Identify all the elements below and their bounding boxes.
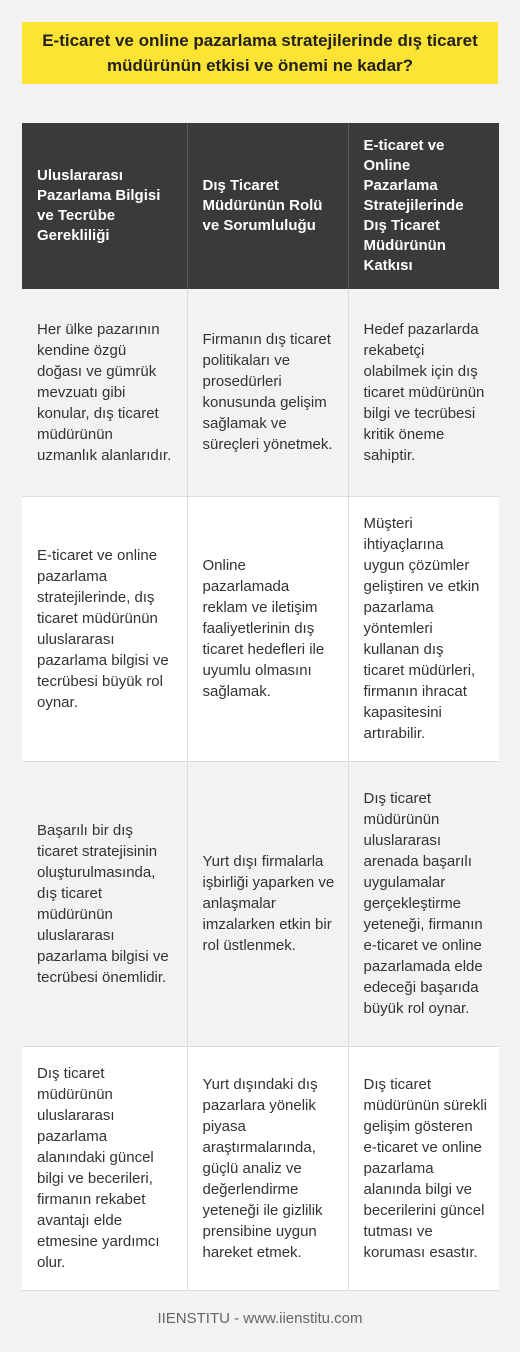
table-cell: E-ticaret ve online pazarlama stratejilerinde, dış ticaret müdürünün uluslararası pazarlama bilgisi ve tecrübesi büyük rol oynar. bbox=[22, 496, 187, 761]
table-cell: Hedef pazarlarda rekabetçi olabilmek için dış ticaret müdürünün bilgi ve tecrübesi kritik öneme sahiptir. bbox=[348, 289, 499, 496]
table-cell: Yurt dışındaki dış pazarlara yönelik piyasa araştırmalarında, güçlü analiz ve değerlendirme yeteneği ile gizlilik prensibine uygun hareket etmek. bbox=[187, 1046, 348, 1290]
table-cell: Online pazarlamada reklam ve iletişim faaliyetlerinin dış ticaret hedefleri ile uyumlu olmasını sağlamak. bbox=[187, 496, 348, 761]
table-cell: Her ülke pazarının kendine özgü doğası ve gümrük mevzuatı gibi konular, dış ticaret müdürünün uzmanlık alanlarıdır. bbox=[22, 289, 187, 496]
table-header-row bbox=[22, 123, 499, 289]
column-header: E-ticaret ve Online Pazarlama Stratejilerinde Dış Ticaret Müdürünün Katkısı bbox=[348, 123, 499, 289]
column-header: Dış Ticaret Müdürünün Rolü ve Sorumluluğu bbox=[187, 123, 348, 289]
comparison-table bbox=[22, 123, 499, 1291]
table-cell: Dış ticaret müdürünün sürekli gelişim gösteren e-ticaret ve online pazarlama alanında bilgi ve becerilerini güncel tutması ve koruması esastır. bbox=[348, 1046, 499, 1290]
column-header: Uluslararası Pazarlama Bilgisi ve Tecrübe Gerekliliği bbox=[22, 123, 187, 289]
footer-credit: IIENSTITU - www.iienstitu.com bbox=[157, 1310, 363, 1327]
table-cell: Dış ticaret müdürünün uluslararası arenada başarılı uygulamalar gerçekleştirme yeteneği, firmanın e-ticaret ve online pazarlamada elde edeceği başarıda büyük rol oynar. bbox=[348, 761, 499, 1046]
table-row bbox=[22, 1046, 499, 1290]
title-banner bbox=[22, 22, 498, 84]
table-cell: Firmanın dış ticaret politikaları ve prosedürleri konusunda gelişim sağlamak ve süreçleri yönetmek. bbox=[187, 289, 348, 496]
table-cell: Yurt dışı firmalarla işbirliği yaparken ve anlaşmalar imzalarken etkin bir rol üstlenmek. bbox=[187, 761, 348, 1046]
table-row bbox=[22, 761, 499, 1046]
table-cell: Dış ticaret müdürünün uluslararası pazarlama alanındaki güncel bilgi ve becerileri, firmanın rekabet avantajı elde etmesine yardımcı olur. bbox=[22, 1046, 187, 1290]
table-cell: Müşteri ihtiyaçlarına uygun çözümler geliştiren ve etkin pazarlama yöntemleri kullanan dış ticaret müdürleri, firmanın ihracat kapasitesini artırabilir. bbox=[348, 496, 499, 761]
page-title: E-ticaret ve online pazarlama stratejilerinde dış ticaret müdürünün etkisi ve önemi ne kadar? bbox=[42, 31, 478, 75]
table-row bbox=[22, 289, 499, 496]
table-row bbox=[22, 496, 499, 761]
table-cell: Başarılı bir dış ticaret stratejisinin oluşturulmasında, dış ticaret müdürünün uluslararası pazarlama bilgisi ve tecrübesi önemlidir. bbox=[22, 761, 187, 1046]
